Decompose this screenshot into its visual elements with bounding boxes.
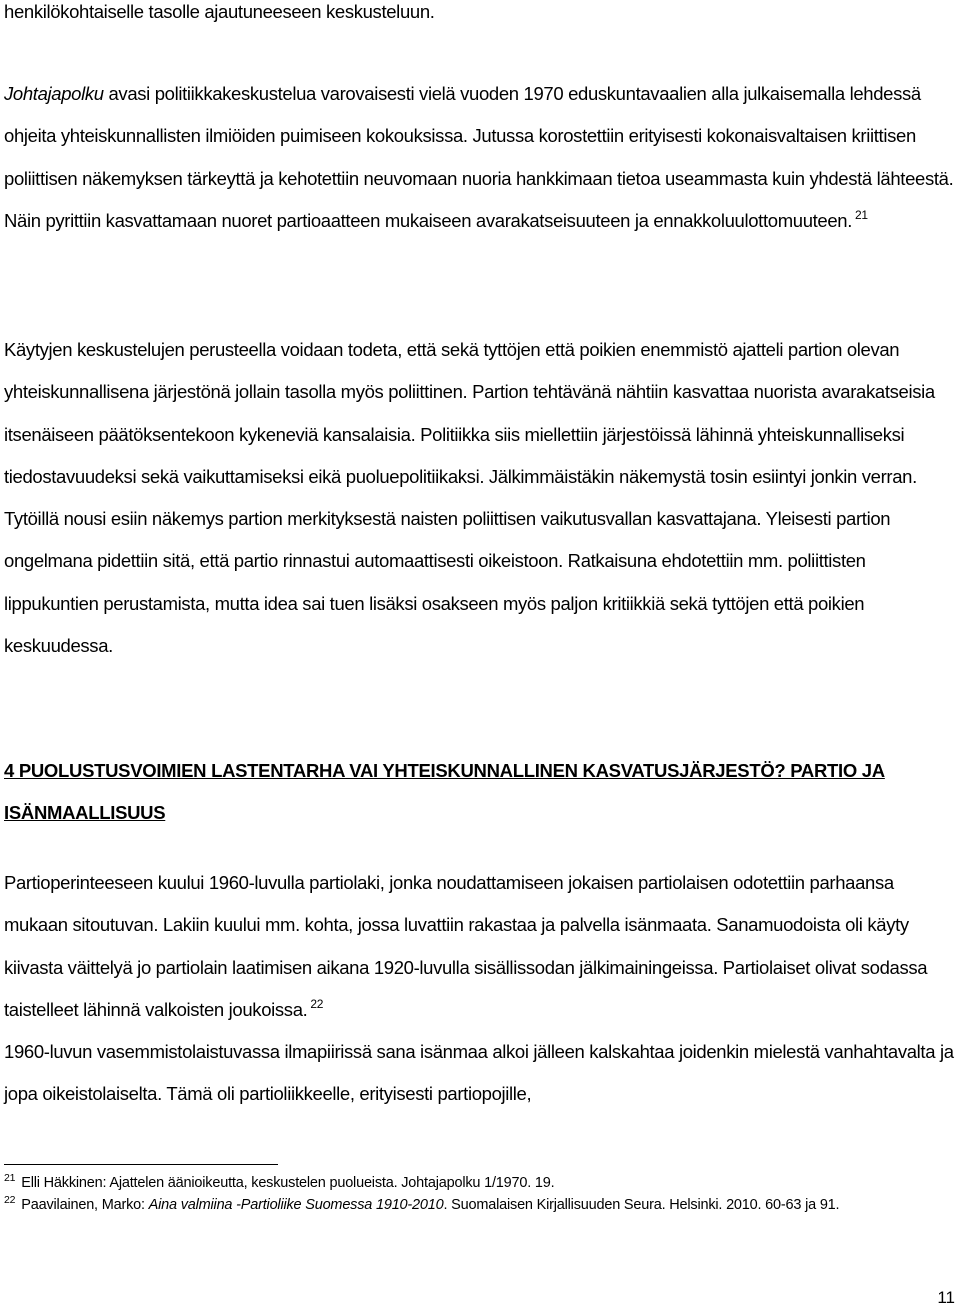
book-title: Aina valmiina -Partioliike Suomessa 1910-2010 <box>148 1197 444 1213</box>
paragraph-body-b: 1960-luvun vasemmistolaistuvassa ilmapiirissä sana isänmaa alkoi jälleen kalskahtaa joidenkin mielestä vanhahtavalta ja jopa oikeistolaiselta. Tämä oli partioliikkeelle, erityisesti partiopojille, <box>4 1041 954 1105</box>
footnote-text-post: . Suomalaisen Kirjallisuuden Seura. Helsinki. 2010. 60-63 ja 91. <box>443 1197 840 1213</box>
carryover-line <box>4 0 954 33</box>
footnote-number: 21 <box>4 1172 16 1184</box>
heading-line-1: 4 PUOLUSTUSVOIMIEN LASTENTARHA VAI YHTEISKUNNALLINEN KASVATUSJÄRJESTÖ? PARTIO JA <box>4 760 885 781</box>
publication-title: Johtajapolku <box>4 83 104 104</box>
footnote-21 <box>4 1172 944 1194</box>
footnotes <box>4 1172 944 1216</box>
paragraph-text <box>4 73 954 242</box>
paragraph-body-a: Partioperinteeseen kuului 1960-luvulla partiolaki, jonka noudattamiseen jokaisen partiolaisen odotettiin parhaansa mukaan sitoutuvan. Lakiin kuului mm. kohta, jossa luvattiin rakastaa ja palvella isänmaata. Sanamuodoista oli käyty kiivasta väittelyä jo partiolain laatimisen aikana 1920-luvulla sisällissodan jälkimainingeissa. Partiolaiset olivat sodassa taistelleet lähinnä valkoisten joukoissa. <box>4 872 928 1020</box>
footnote-22 <box>4 1194 944 1216</box>
paragraph-text <box>4 862 954 1116</box>
heading-line-2: ISÄNMAALLISUUS <box>4 802 166 824</box>
footnote-ref-22: 22 <box>310 996 324 1011</box>
paragraph-partiolaki <box>4 862 954 1116</box>
page-number: 11 <box>937 1288 955 1307</box>
paragraph-body: avasi politiikkakeskustelua varovaisesti vielä vuoden 1970 eduskuntavaalien alla julkaisemalla lehdessä ohjeita yhteiskunnallisten ilmiöiden puimiseen kokouksissa. Jutussa korostettiin erityisesti kokonaisvaltaisen kriittisen poliittisen näkemyksen tärkeyttä ja kehotettiin neuvomaan nuoria hankkimaan tietoa useammasta kuin yhdestä lähteestä. Näin pyrittiin kasvattamaan nuoret partioaatteen mukaiseen avarakatseisuuteen ja ennakkoluulottomuuteen. <box>4 83 954 231</box>
paragraph-johtajapolku <box>4 73 954 242</box>
paragraph-text: Käytyjen keskustelujen perusteella voidaan todeta, että sekä tyttöjen että poikien enemmistö ajatteli partion olevan yhteiskunnallisena järjestönä jollain tasolla myös poliittinen. Partion tehtävänä nähtiin kasvattaa nuorista avarakatseisia itsenäiseen päätöksentekoon kykeneviä kansalaisia. Politiikka siis miellettiin järjestöissä lähinnä yhteiskunnalliseksi tiedostavuudeksi sekä vaikuttamiseksi eikä puoluepolitiikaksi. Jälkimmäistäkin näkemystä tosin esiintyi jonkin verran. Tytöillä nousi esiin näkemys partion merkityksestä naisten poliittisen vaikutusvallan kasvattajana. Yleisesti partion ongelmana pidettiin sitä, että partio rinnastui automaattisesti oikeistoon. Ratkaisuna ehdotettiin mm. poliittisten lippukuntien perustamista, mutta idea sai tuen lisäksi osakseen myös paljon kritiikkiä sekä tyttöjen että poikien keskuudessa. <box>4 339 935 657</box>
footnote-ref-21: 21 <box>855 207 868 222</box>
paragraph-discussions <box>4 329 954 667</box>
footnote-separator <box>4 1164 278 1165</box>
footnote-text-pre: Paavilainen, Marko: <box>21 1197 149 1213</box>
footnote-number: 22 <box>4 1194 16 1206</box>
carryover-text: henkilökohtaiselle tasolle ajautuneeseen keskusteluun. <box>4 1 435 22</box>
section-heading <box>4 750 954 835</box>
footnote-text: Elli Häkkinen: Ajattelen äänioikeutta, keskustelen puolueista. Johtajapolku 1/1970. 19. <box>21 1175 555 1191</box>
